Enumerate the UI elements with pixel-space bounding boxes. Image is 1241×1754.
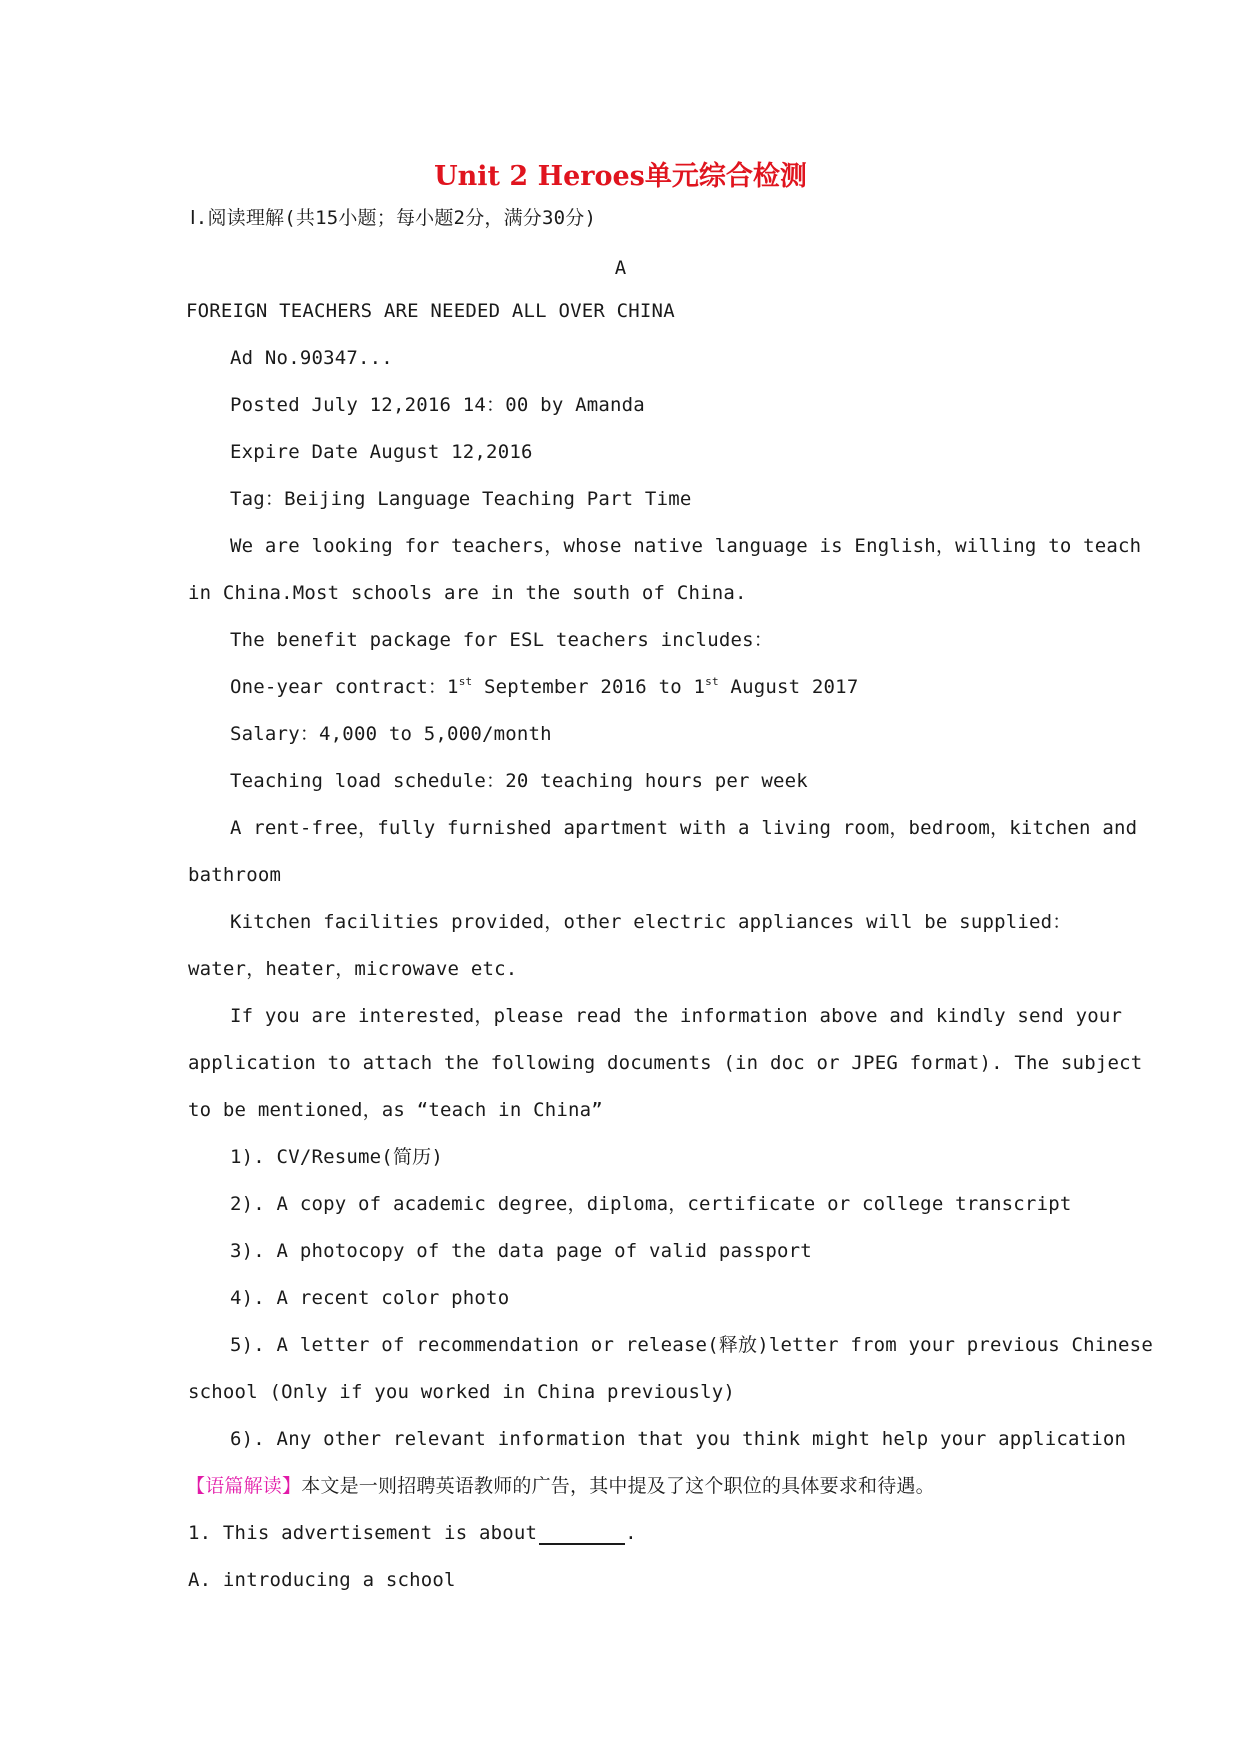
- passage-label: A: [614, 257, 627, 279]
- document-item: 6). Any other relevant information that you think might help your application: [230, 1428, 1127, 1450]
- analysis-tag: 【语篇解读】: [186, 1475, 302, 1497]
- document-item: 5). A letter of recommendation or release(释放)letter from your previous Chinese: [230, 1334, 1153, 1356]
- posted-info: Posted July 12,2016 14：00 by Amanda: [230, 394, 645, 416]
- apply-line: If you are interested，please read the information above and kindly send your: [230, 1005, 1123, 1027]
- paragraph-line: We are looking for teachers，whose native language is English，willing to teach: [230, 535, 1142, 557]
- question-end: .: [625, 1522, 637, 1544]
- apply-line: to be mentioned，as “teach in China”: [188, 1099, 603, 1121]
- document-item: 4). A recent color photo: [230, 1287, 510, 1309]
- question-stem: 1. This advertisement is about: [188, 1522, 538, 1544]
- contract-prefix: One-year contract：1: [230, 676, 459, 698]
- ordinal-suffix: st: [705, 674, 719, 688]
- document-title: Unit 2 Heroes单元综合检测: [434, 161, 807, 192]
- ad-headline: FOREIGN TEACHERS ARE NEEDED ALL OVER CHINA: [186, 300, 675, 322]
- contract-line: [230, 675, 858, 699]
- answer-blank: [539, 1523, 625, 1545]
- analysis-line: [186, 1474, 935, 1498]
- benefit-intro: The benefit package for ESL teachers includes：: [230, 629, 773, 651]
- ad-number: Ad No.90347...: [230, 347, 393, 369]
- expire-date: Expire Date August 12,2016: [230, 441, 533, 463]
- contract-suffix: August 2017: [718, 676, 859, 698]
- document-item: 2). A copy of academic degree，diploma，certificate or college transcript: [230, 1193, 1072, 1215]
- paragraph-line: in China.Most schools are in the south of China.: [188, 582, 747, 604]
- apartment-line: A rent-free，fully furnished apartment with a living room，bedroom，kitchen and: [230, 817, 1138, 839]
- ad-tags: Tag：Beijing Language Teaching Part Time: [230, 488, 692, 510]
- contract-middle: September 2016 to 1: [472, 676, 706, 698]
- salary-line: Salary：4,000 to 5,000/month: [230, 723, 552, 745]
- document-item: school (Only if you worked in China previously): [188, 1381, 736, 1403]
- option-a: A. introducing a school: [188, 1569, 456, 1591]
- analysis-text: 本文是一则招聘英语教师的广告，其中提及了这个职位的具体要求和待遇。: [301, 1475, 935, 1497]
- document-item: 1). CV/Resume(简历): [230, 1146, 443, 1168]
- teaching-load-line: Teaching load schedule：20 teaching hours per week: [230, 770, 808, 792]
- kitchen-line: Kitchen facilities provided，other electric appliances will be supplied：: [230, 911, 1072, 933]
- question-1: [188, 1521, 637, 1545]
- ordinal-suffix: st: [458, 674, 473, 688]
- section-heading: Ⅰ.阅读理解(共15小题；每小题2分，满分30分): [190, 207, 597, 229]
- document-item: 3). A photocopy of the data page of valid passport: [230, 1240, 812, 1262]
- kitchen-line: water，heater，microwave etc.: [188, 958, 518, 980]
- apartment-line: bathroom: [188, 864, 282, 886]
- apply-line: application to attach the following documents (in doc or JPEG format). The subject: [188, 1052, 1143, 1074]
